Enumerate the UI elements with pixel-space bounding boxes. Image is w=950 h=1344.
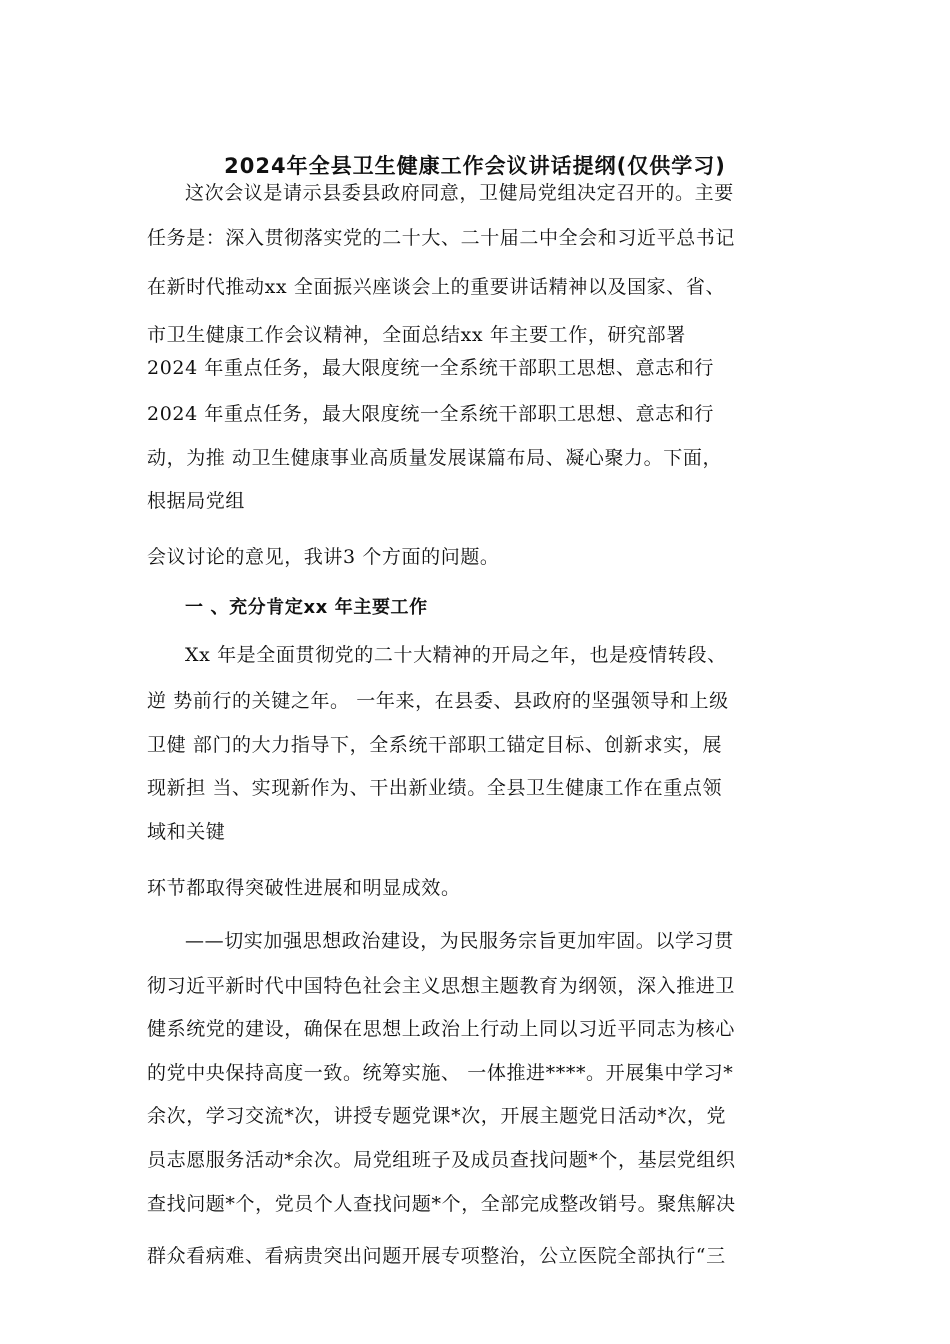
paragraph-line: 群众看病难、看病贵突出问题开展专项整治，公立医院全部执行“三 — [147, 1245, 726, 1267]
paragraph-line: 彻习近平新时代中国特色社会主义思想主题教育为纲领，深入推进卫 — [147, 975, 736, 997]
paragraph-line: Xx 年是全面贯彻党的二十大精神的开局之年，也是疫情转段、 — [185, 644, 727, 666]
paragraph-line: 健系统党的建设，确保在思想上政治上行动上同以习近平同志为核心 — [147, 1018, 736, 1040]
document-title: 2024年全县卫生健康工作会议讲话提纲(仅供学习) — [224, 154, 726, 178]
paragraph-line: 卫健 部门的大力指导下，全系统干部职工锚定目标、创新求实，展 — [147, 734, 723, 756]
section-heading: 一 、充分肯定xx 年主要工作 — [185, 597, 428, 618]
paragraph-line: 动，为推 动卫生健康事业高质量发展谋篇布局、凝心聚力。下面， — [147, 447, 723, 469]
paragraph-line: 的党中央保持高度一致。统筹实施、 一体推进****。开展集中学习* — [147, 1062, 734, 1084]
paragraph-line: 2024 年重点任务，最大限度统一全系统干部职工思想、意志和行 — [147, 357, 714, 379]
paragraph-line: 会议讨论的意见，我讲3 个方面的问题。 — [147, 546, 500, 568]
paragraph-line: 员志愿服务活动*余次。局党组班子及成员查找问题*个，基层党组织 — [147, 1149, 736, 1171]
paragraph-line: 查找问题*个，党员个人查找问题*个，全部完成整改销号。聚焦解决 — [147, 1193, 736, 1215]
paragraph-line: 根据局党组 — [147, 490, 246, 512]
paragraph-line: 域和关键 — [147, 821, 226, 843]
paragraph-line: 2024 年重点任务，最大限度统一全系统干部职工思想、意志和行 — [147, 403, 714, 425]
paragraph-line: ——切实加强思想政治建设，为民服务宗旨更加牢固。以学习贯 — [185, 930, 734, 952]
paragraph-line: 市卫生健康工作会议精神，全面总结xx 年主要工作，研究部署 — [147, 324, 686, 346]
paragraph-line: 任务是：深入贯彻落实党的二十大、二十届二中全会和习近平总书记 — [147, 227, 736, 249]
paragraph-line: 余次，学习交流*次，讲授专题党课*次，开展主题党日活动*次，党 — [147, 1105, 727, 1127]
paragraph-line: 环节都取得突破性进展和明显成效。 — [147, 877, 461, 899]
paragraph-line: 逆 势前行的关键之年。 一年来，在县委、县政府的坚强领导和上级 — [147, 690, 729, 712]
paragraph-line: 在新时代推动xx 全面振兴座谈会上的重要讲话精神以及国家、省、 — [147, 276, 726, 298]
paragraph-line: 现新担 当、实现新作为、干出新业绩。全县卫生健康工作在重点领 — [147, 777, 723, 799]
paragraph-line: 这次会议是请示县委县政府同意，卫健局党组决定召开的。主要 — [185, 182, 734, 204]
